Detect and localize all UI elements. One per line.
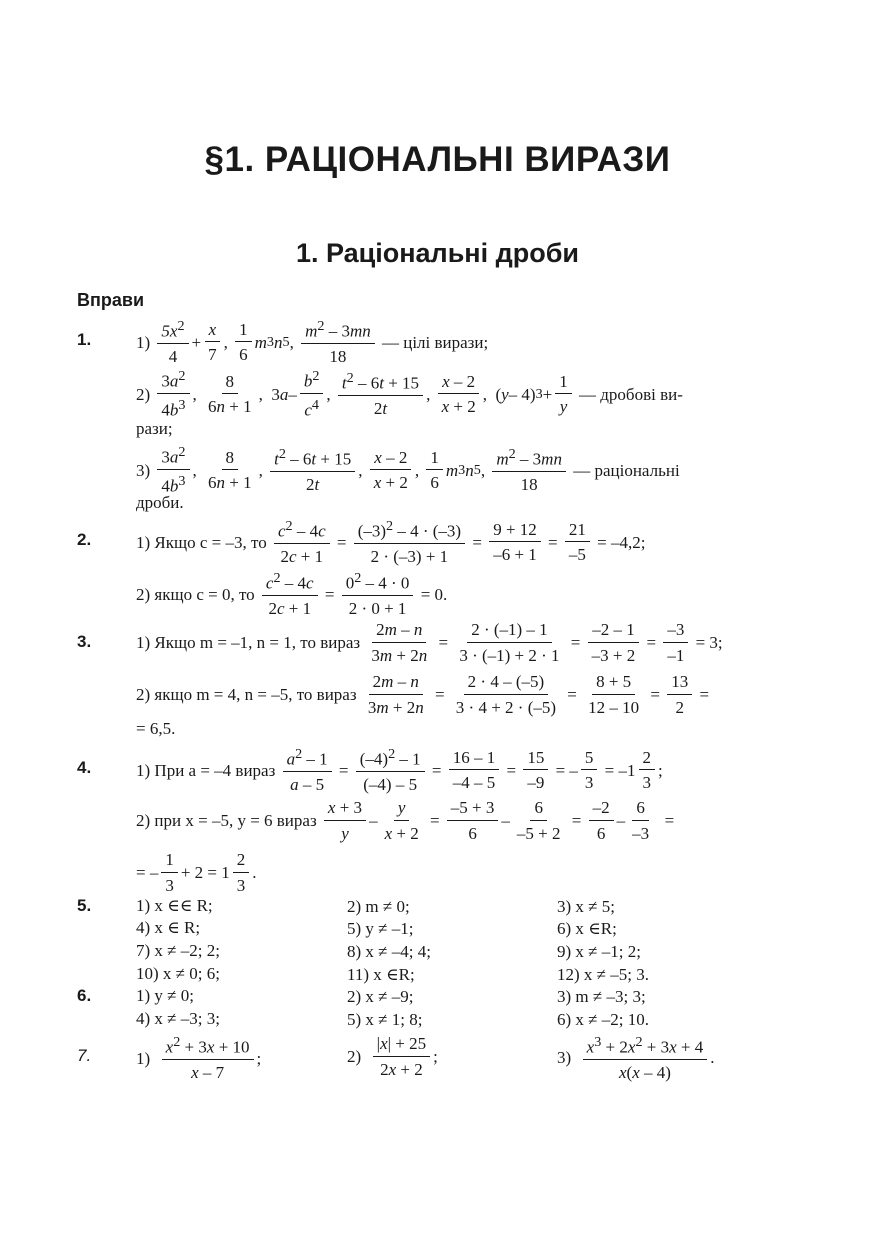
exercise-number: 3. xyxy=(77,632,92,651)
exercise-1-line-1: 1) $5x^2$ 4 + x 7 , 1 6 m 3 n 5 , $m^2 - 3mn$ 18 — цілі вирази; xyxy=(136,318,489,367)
answer-item: 4) x ≠ –3; 3; xyxy=(136,1009,220,1028)
answer-item: 9) x ≠ –1; 2; xyxy=(557,942,641,961)
answer-item: 11) x ∈R; xyxy=(347,965,415,984)
section-title: 1. Раціональні дроби xyxy=(295,238,580,268)
answer-item: 8) x ≠ –4; 4; xyxy=(347,942,431,961)
exercise-1-line-3: 3) $3a^2$ $4b^3$ , 8 6n + 1 , $t^2 - 6t + 15$ 2t , x – 2 x + 2 , 1 6 m 3 n 5 , $m^2 - 3mn$ 18 — раціональні xyxy=(136,444,680,496)
exercise-number: 7. xyxy=(77,1046,92,1065)
answer-item: 1) x ∈∈ R; xyxy=(136,896,213,915)
answer-item: 2) m ≠ 0; xyxy=(347,897,410,916)
exercise-3-line-2: 2) якщо m = 4, n = –5, то вираз 2m – n 3m + 2n = 2 · 4 – (–5) 3 · 4 + 2 · (–5) = 8 + 5 12 – 10 = $\frac{13}{2}$ = xyxy=(136,672,710,717)
answer-item: 3) m ≠ –3; 3; xyxy=(557,987,646,1006)
exercises-heading: Вправи xyxy=(77,290,145,310)
exercise-2-line-2: 2) якщо c = 0, то $c^2 - 4c$ 2c + 1 = $\frac{0^2 - 4 \cdot 0}{2 \cdot 0 + 1}$ = 0. xyxy=(136,570,448,619)
page-title: §1. РАЦІОНАЛЬНІ ВИРАЗИ xyxy=(204,140,671,179)
answer-item: 3) x ≠ 5; xyxy=(557,897,615,916)
exercise-4-line-2: 2) при x = –5, y = 6 вираз x + 3 y – y x + 2 = –5 + 3 6 – 6 –5 + 2 = –2 6 – 6 –3 = xyxy=(136,798,675,843)
answer-item: 5) y ≠ –1; xyxy=(347,919,414,938)
exercise-7-item-1: 1) $x^2 + 3x + 10$ x – 7 ; xyxy=(136,1034,262,1083)
answer-item: 2) x ≠ –9; xyxy=(347,987,414,1006)
exercise-number: 2. xyxy=(77,530,92,549)
answer-item: 5) x ≠ 1; 8; xyxy=(347,1010,423,1029)
exercise-3-line-1: 1) Якщо m = –1, n = 1, то вираз 2m – n 3m + 2n = 2 · (–1) – 1 3 · (–1) + 2 · 1 = –2 – 1 –3 + 2 = $\frac{-3}{-1}$ = 3; xyxy=(136,620,723,665)
exercise-number: 4. xyxy=(77,758,92,777)
answer-item: 7) x ≠ –2; 2; xyxy=(136,941,220,960)
answer-item: 10) x ≠ 0; 6; xyxy=(136,964,220,983)
exercise-number: 5. xyxy=(77,896,92,915)
exercise-4-line-1: 1) При a = –4 вираз $a^2 - 1$ a – 5 = $(-4)^2 - 1$ (–4) – 5 = 16 – 1 –4 – 5 = 15 –9 = – 5 3 = –1 2 3 ; xyxy=(136,746,663,795)
exercise-number: 1. xyxy=(77,330,92,349)
exercise-7-item-2: 2) |x| + 25 2x + 2 ; xyxy=(347,1034,438,1079)
exercise-4-line-3: = – 1 3 + 2 = 1 2 3 . xyxy=(136,850,257,895)
exercise-1-line-2: 2) $3a^2$ $4b^3$ , 8 6n + 1 , 3 a – $b^2$ $c^4$ , $t^2 - 6t + 15$ 2t , x – 2 x + 2 , ( y – 4) 3 + 1 y — дробові ви- xyxy=(136,368,683,420)
exercise-1-line-3-cont: дроби. xyxy=(136,493,184,512)
exercise-number: 6. xyxy=(77,986,92,1005)
answer-item: 12) x ≠ –5; 3. xyxy=(557,965,649,984)
answer-item: 6) x ∈R; xyxy=(557,919,617,938)
answer-item: 6) x ≠ –2; 10. xyxy=(557,1010,649,1029)
exercise-7-item-3: 3) $x^3 + 2x^2 + 3x + 4$ x(x – 4) . xyxy=(557,1034,715,1083)
exercise-2-line-1: 1) Якщо c = –3, то $c^2 - 4c$ 2c + 1 = $(-3)^2 - 4 \cdot (-3)$ 2 · (–3) + 1 = 9 + 12 –6 + 1 = $\frac{21}{-5}$ = –4,2; xyxy=(136,518,646,567)
exercise-1-line-2-cont: рази; xyxy=(136,419,173,438)
exercise-3-line-3: = 6,5. xyxy=(136,719,176,738)
answer-item: 4) x ∈ R; xyxy=(136,918,201,937)
answer-item: 1) y ≠ 0; xyxy=(136,986,194,1005)
